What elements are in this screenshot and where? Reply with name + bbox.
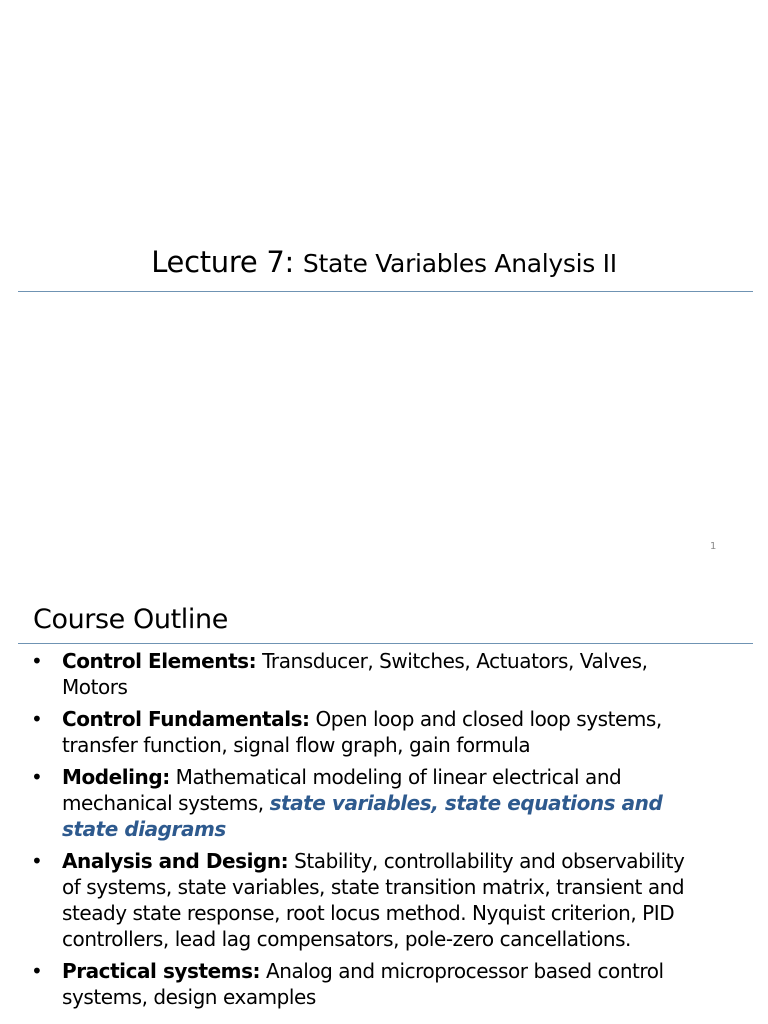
bullet-term: Modeling:	[62, 765, 170, 789]
bullet-term: Practical systems:	[62, 959, 261, 983]
title-divider	[18, 291, 753, 292]
bullet-text: Open loop and closed loop systems, transfer function, signal flow graph, gain formula	[62, 707, 662, 757]
bullet-item-control-elements	[0, 648, 768, 700]
bullet-term: Analysis and Design:	[62, 849, 289, 873]
bullet-text: Mathematical modeling of linear electrical and mechanical systems,	[62, 765, 622, 815]
bullet-text: Analog and microprocessor based control systems, design examples	[62, 959, 664, 1009]
bullet-term: Control Fundamentals:	[62, 707, 310, 731]
bullet-text: Transducer, Switches, Actuators, Valves, Motors	[62, 649, 648, 699]
bullet-marker: •	[31, 959, 43, 983]
outline-heading: Course Outline	[33, 604, 228, 635]
slide-number: 1	[710, 541, 717, 552]
bullet-item-analysis-design	[0, 848, 768, 952]
bullet-item-modeling	[0, 764, 768, 842]
bullet-marker: •	[31, 765, 43, 789]
bullet-marker: •	[31, 707, 43, 731]
bullet-marker: •	[31, 649, 43, 673]
bullet-item-practical-systems	[0, 958, 768, 1010]
outline-slide	[0, 576, 768, 1024]
slide-title	[0, 245, 768, 279]
bullet-list	[0, 648, 768, 1016]
bullet-term: Control Elements:	[62, 649, 257, 673]
bullet-marker: •	[31, 849, 43, 873]
title-prefix: Lecture 7:	[151, 245, 303, 279]
heading-divider	[18, 643, 753, 644]
title-main: State Variables Analysis II	[302, 249, 617, 278]
bullet-text: Stability, controllability and observability of systems, state variables, state transition matrix, transient and steady state response, root locus method. Nyquist criterion, PID controllers, lead lag compensators, pole-zero cancellations.	[62, 849, 685, 951]
highlighted-topic: state variables, state equations and state diagrams	[62, 791, 663, 841]
bullet-item-control-fundamentals	[0, 706, 768, 758]
